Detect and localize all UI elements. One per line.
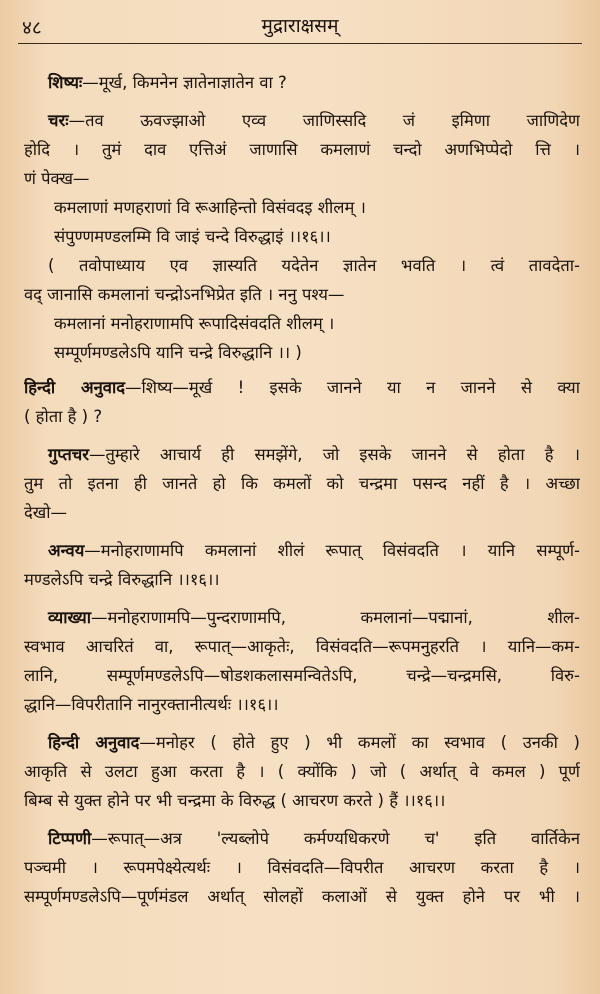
line-text: —मनोहर ( होते हुए ) भी कमलों का स्वभाव ( उनकी ) bbox=[139, 733, 580, 752]
text-line: स्वभाव आचरितं वा, रूपात्—आकृतेः, विसंवदति—रूपमनुहरति । यानि—कम- bbox=[24, 637, 580, 656]
section-label: टिप्पणी bbox=[48, 829, 92, 848]
anvaya-section bbox=[24, 536, 580, 594]
text-line: आकृति से उलटा हुआ करता है । ( क्योंकि ) जो ( अर्थात् वे कमल ) पूर्ण bbox=[24, 762, 580, 781]
text-line: सम्पूर्णमण्डलेऽपि—पूर्णमंडल अर्थात् सोलहों कलाओं से युक्त होने पर भी । bbox=[24, 887, 580, 906]
text-line bbox=[24, 603, 580, 632]
text-line: मण्डलेऽपि चन्द्रे विरुद्धानि ।।१६।। bbox=[24, 570, 220, 589]
dialogue-shishya bbox=[24, 68, 580, 97]
page-body bbox=[24, 68, 580, 911]
verse-line: संपुण्णमण्डलम्मि वि जाइं चन्दे विरुद्धाइं ।।१६।। bbox=[54, 227, 331, 246]
verse-line: कमलानां मनोहराणामपि रूपादिसंवदति शीलम् । bbox=[54, 314, 335, 333]
running-header bbox=[22, 8, 578, 42]
header-rule bbox=[18, 43, 582, 44]
prakrit-verse bbox=[24, 193, 580, 251]
line-text: —तव ऊवज्झाओ एव्व जाणिस्सदि जं इमिणा जाणिदेण bbox=[68, 111, 580, 130]
hindi-translation-2 bbox=[24, 728, 580, 815]
text-line: तुम तो इतना ही जानते हो कि कमलों को चन्द्रमा पसन्द नहीं है । अच्छा bbox=[24, 474, 580, 493]
text-line bbox=[24, 824, 580, 853]
dialogue-text: —मूर्ख, किमनेन ज्ञातेनाज्ञातेन वा ? bbox=[82, 73, 287, 92]
vyakhya-section bbox=[24, 603, 580, 719]
line-text: —शिष्य—मूर्ख ! इसके जानने या न जानने से क्या bbox=[124, 378, 580, 397]
tippani-section bbox=[24, 824, 580, 911]
hindi-translation-1 bbox=[24, 373, 580, 431]
text-line: णं पेक्ख— bbox=[24, 169, 90, 188]
line-text: —रूपात्—अत्र 'ल्यब्लोपे कर्मण्यधिकरणे च' इति वार्तिकेन bbox=[91, 829, 580, 848]
guptachar-translation bbox=[24, 440, 580, 527]
text-line bbox=[24, 440, 580, 469]
line-text: —मनोहराणामपि—पुन्दराणामपि, कमलानां—पद्मानां, शील- bbox=[90, 608, 580, 627]
running-title: मुद्राराक्षसम् bbox=[261, 15, 339, 37]
verse-line: कमलाणां मणहराणां वि रूआहिन्तो विसंवदइ शीलम् । bbox=[54, 198, 366, 217]
text-line: वद् जानासि कमलानां चन्द्रोऽनभिप्रेत इति । ननु पश्य— bbox=[24, 285, 345, 304]
text-line: द्धानि—विपरीतानि नानुरक्तानीत्यर्थः ।।१६।। bbox=[24, 695, 279, 714]
speaker-label: चरः bbox=[48, 111, 69, 130]
text-line: ( तवोपाध्याय एव ज्ञास्यति यदेतेन ज्ञातेन भवति । त्वं तावदेता- bbox=[48, 256, 580, 275]
text-line: लानि, सम्पूर्णमण्डलेऽपि—षोडशकलासमन्वितेऽपि, चन्द्रे—चन्द्रमसि, विरु- bbox=[24, 666, 580, 685]
speaker-label: गुप्तचर bbox=[48, 445, 90, 464]
text-line bbox=[24, 106, 580, 135]
text-line: पञ्चमी । रूपमपेक्ष्येत्यर्थः । विसंवदति—विपरीत आचरण करता है । bbox=[24, 858, 580, 877]
text-line bbox=[24, 373, 580, 402]
line-text: —तुम्हारे आचार्य ही समझेंगे, जो इसके जानने से होता है । bbox=[89, 445, 580, 464]
section-label: अन्वय bbox=[48, 541, 85, 560]
speaker-label: शिष्यः bbox=[48, 73, 83, 92]
sanskrit-chhaya bbox=[24, 251, 580, 309]
section-label: हिन्दी अनुवाद bbox=[48, 733, 140, 752]
text-line: ( होता है ) ? bbox=[24, 407, 103, 426]
text-line bbox=[24, 728, 580, 757]
page-number: ४८ bbox=[22, 17, 42, 39]
verse-line: सम्पूर्णमण्डलेऽपि यानि चन्द्रे विरुद्धानि ।। ) bbox=[54, 343, 302, 362]
section-label: व्याख्या bbox=[48, 608, 91, 627]
text-line: बिम्ब से युक्त होने पर भी चन्द्रमा के विरुद्ध ( आचरण करते ) हैं ।।१६।। bbox=[24, 791, 446, 810]
section-label: हिन्दी अनुवाद bbox=[24, 378, 125, 397]
line-text: —मनोहराणामपि कमलानां शीलं रूपात् विसंवदति । यानि सम्पूर्ण- bbox=[84, 541, 580, 560]
text-line bbox=[24, 536, 580, 565]
text-line: देखो— bbox=[24, 503, 68, 522]
dialogue-chara bbox=[24, 106, 580, 193]
text-line: होदि । तुमं दाव एत्तिअं जाणासि कमलाणं चन्दो अणभिप्पेदो त्ति । bbox=[24, 140, 580, 159]
sanskrit-verse bbox=[24, 309, 580, 367]
